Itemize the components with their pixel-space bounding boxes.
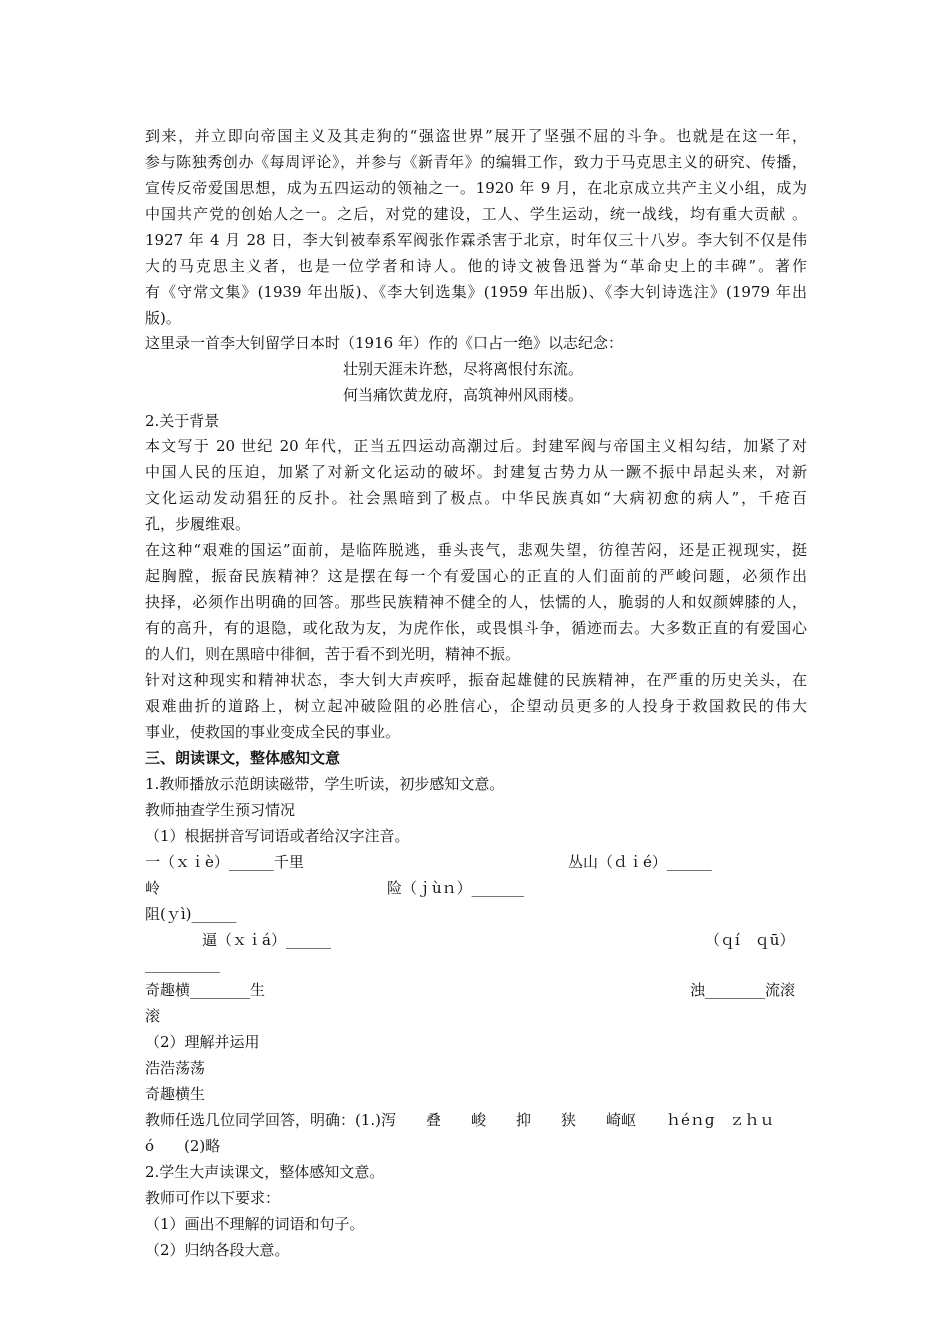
exercise-item: 奇趣横________生 [145,981,266,999]
exercise-item: 滚 [145,1007,161,1025]
intro-line: 有《守常文集》(1939 年出版)、《李大钊选集》(1959 年出版)、《李大钊诗选注》(1979 年出 [145,283,807,301]
intro-line: 宣传反帝爱国思想，成为五四运动的领袖之一。1920 年 9 月，在北京成立共产主义小组，成为 [145,179,807,197]
vocab-word: 奇趣横生 [145,1085,206,1103]
poem-intro: 这里录一首李大钊留学日本时（1916 年）作的《口占一绝》以志纪念： [145,334,623,352]
exercise-item: __________ [145,955,220,973]
background-line: 孔，步履维艰。 [145,515,251,533]
background-line: 抉择，必须作出明确的回答。那些民族精神不健全的人，怯懦的人，脆弱的人和奴颜婢膝的人， [145,593,807,611]
exercise-item: 浊________流滚 [690,981,796,999]
question-text: （2）理解并运用 [145,1033,260,1051]
exercise-item: 丛山（ｄｉé）______ [568,853,712,871]
exercise-item: 逼（ｘｉá）______ [202,931,331,949]
step-text: 教师可作以下要求： [145,1189,281,1207]
exercise-item: 险（ｊùｎ）_______ [387,879,525,897]
step-text: 教师抽查学生预习情况 [145,801,296,819]
exercise-item: （ｑí ｑū） [705,931,795,949]
background-line: 针对这种现实和精神状态，李大钊大声疾呼，振奋起雄健的民族精神，在严重的历史关头，在 [145,671,807,689]
background-line: 事业，使救国的事业变成全民的事业。 [145,723,401,741]
exercise-item: 一（ｘｉè）______千里 [145,853,304,871]
background-line: 艰难曲折的道路上，树立起冲破险阻的必胜信心，企望动员更多的人投身于救国救民的伟大 [145,697,807,715]
vocab-word: 浩浩荡荡 [145,1059,206,1077]
section-heading: 2.关于背景 [145,412,220,430]
exercise-item: 阻(ｙì)______ [145,905,237,923]
intro-line: 大的马克思主义者，也是一位学者和诗人。他的诗文被鲁迅誉为“革命史上的丰碑”。著作 [145,257,807,275]
intro-line: 参与陈独秀创办《每周评论》，并参与《新青年》的编辑工作，致力于马克思主义的研究、传播， [145,153,807,171]
background-line: 起胸膛，振奋民族精神？这是摆在每一个有爱国心的正直的人们面前的严峻问题，必须作出 [145,567,807,585]
step-text: 1.教师播放示范朗读磁带，学生听读，初步感知文意。 [145,775,505,793]
question-text: （1）根据拼音写词语或者给汉字注音。 [145,827,410,845]
background-line: 本文写于 20 世纪 20 年代，正当五四运动高潮过后。封建军阀与帝国主义相勾结，加紧了对 [145,437,807,455]
background-line: 的人们，则在黑暗中徘徊，苦于看不到光明，精神不振。 [145,645,521,663]
background-line: 在这种“艰难的国运”面前，是临阵脱逃，垂头丧气，悲观失望，彷徨苦闷，还是正视现实，挺 [145,541,807,559]
step-text: 2.学生大声读课文，整体感知文意。 [145,1163,385,1181]
answer-text: ó (2)略 [145,1137,221,1155]
intro-line: 中国共产党的创始人之一。之后，对党的建设，工人、学生运动，统一战线，均有重大贡献 。 [145,205,807,223]
background-line: 文化运动发动猖狂的反扑。社会黑暗到了极点。中华民族真如“大病初愈的病人”，千疮百 [145,489,807,507]
background-line: 中国人民的压迫，加紧了对新文化运动的破坏。封建复古势力从一蹶不振中昂起头来，对新 [145,463,807,481]
requirement-item: （1）画出不理解的词语和句子。 [145,1215,365,1233]
background-line: 有的高升，有的退隐，或化敌为友，为虎作伥，或畏惧斗争，循迹而去。大多数正直的有爱国心 [145,619,807,637]
intro-line: 版)。 [145,309,181,327]
exercise-item: 岭 [145,879,161,897]
poem-line: 何当痛饮黄龙府，高筑神州风雨楼。 [343,386,584,404]
intro-line: 1927 年 4 月 28 日，李大钊被奉系军阀张作霖杀害于北京，时年仅三十八岁。李大钊不仅是伟 [145,231,807,249]
poem-line: 壮别天涯未许愁，尽将离恨付东流。 [343,360,584,378]
requirement-item: （2）归纳各段大意。 [145,1241,290,1259]
intro-line: 到来，并立即向帝国主义及其走狗的“强盗世界”展开了坚强不屈的斗争。也就是在这一年， [145,127,807,145]
answer-text: 教师任选几位同学回答，明确：(1.)泻 叠 峻 抑 狭 崎岖 ｈéｎɡ ｚｈｕ [145,1111,775,1129]
section-heading: 三、朗读课文，整体感知文意 [145,749,341,767]
